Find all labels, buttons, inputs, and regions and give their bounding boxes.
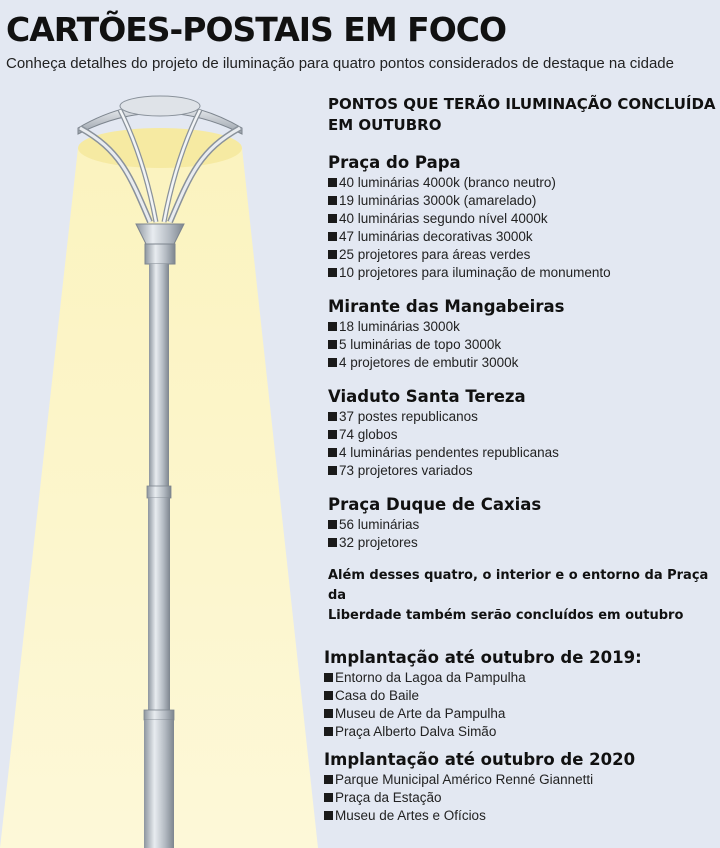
list-item: 5 luminárias de topo 3000k	[328, 336, 718, 354]
timeline-panel	[324, 647, 716, 833]
list-item: 4 luminárias pendentes republicanas	[328, 444, 718, 462]
section-header: PONTOS QUE TERÃO ILUMINAÇÃO CONCLUÍDA EM OUTUBRO	[328, 95, 716, 134]
list-item: 40 luminárias 4000k (branco neutro)	[328, 174, 718, 192]
group-praca-do-papa	[328, 152, 718, 282]
timeline-2019	[324, 647, 716, 741]
group-title: Mirante das Mangabeiras	[328, 297, 565, 316]
list-item: 32 projetores	[328, 534, 718, 552]
group-title: Praça do Papa	[328, 153, 461, 172]
list-item: 47 luminárias decorativas 3000k	[328, 228, 718, 246]
list-item: 4 projetores de embutir 3000k	[328, 354, 718, 372]
list-item: Museu de Arte da Pampulha	[324, 705, 716, 723]
group-praca-duque-de-caxias	[328, 494, 718, 552]
list-item: 37 postes republicanos	[328, 408, 718, 426]
page-subtitle: Conheça detalhes do projeto de iluminação para quatro pontos considerados de destaque na cidade	[6, 55, 674, 72]
list-item: Entorno da Lagoa da Pampulha	[324, 669, 716, 687]
group-mirante-das-mangabeiras	[328, 296, 718, 372]
list-item: 25 projetores para áreas verdes	[328, 246, 718, 264]
list-item: Praça da Estação	[324, 789, 716, 807]
list-item: 40 luminárias segundo nível 4000k	[328, 210, 718, 228]
points-panel	[328, 94, 718, 626]
list-item: 74 globos	[328, 426, 718, 444]
group-title: Praça Duque de Caxias	[328, 495, 542, 514]
list-item: Praça Alberto Dalva Simão	[324, 723, 716, 741]
page-title: CARTÕES-POSTAIS EM FOCO	[6, 10, 507, 49]
group-viaduto-santa-tereza	[328, 386, 718, 480]
list-item: Parque Municipal Américo Renné Giannetti	[324, 771, 716, 789]
liberdade-note: Além desses quatro, o interior e o entorno da Praça da Liberdade também serão concluídos em outubro	[328, 568, 709, 623]
list-item: Museu de Artes e Ofícios	[324, 807, 716, 825]
timeline-2020	[324, 749, 716, 825]
street-lamp-illustration	[0, 80, 320, 848]
list-item: 10 projetores para iluminação de monumento	[328, 264, 718, 282]
list-item: 19 luminárias 3000k (amarelado)	[328, 192, 718, 210]
list-item: 56 luminárias	[328, 516, 718, 534]
list-item: 18 luminárias 3000k	[328, 318, 718, 336]
timeline-title: Implantação até outubro de 2020	[324, 750, 636, 769]
list-item: Casa do Baile	[324, 687, 716, 705]
list-item: 73 projetores variados	[328, 462, 718, 480]
timeline-title: Implantação até outubro de 2019:	[324, 648, 642, 667]
group-title: Viaduto Santa Tereza	[328, 387, 526, 406]
lamp-glow	[78, 128, 242, 168]
lamp-pole	[149, 264, 169, 486]
